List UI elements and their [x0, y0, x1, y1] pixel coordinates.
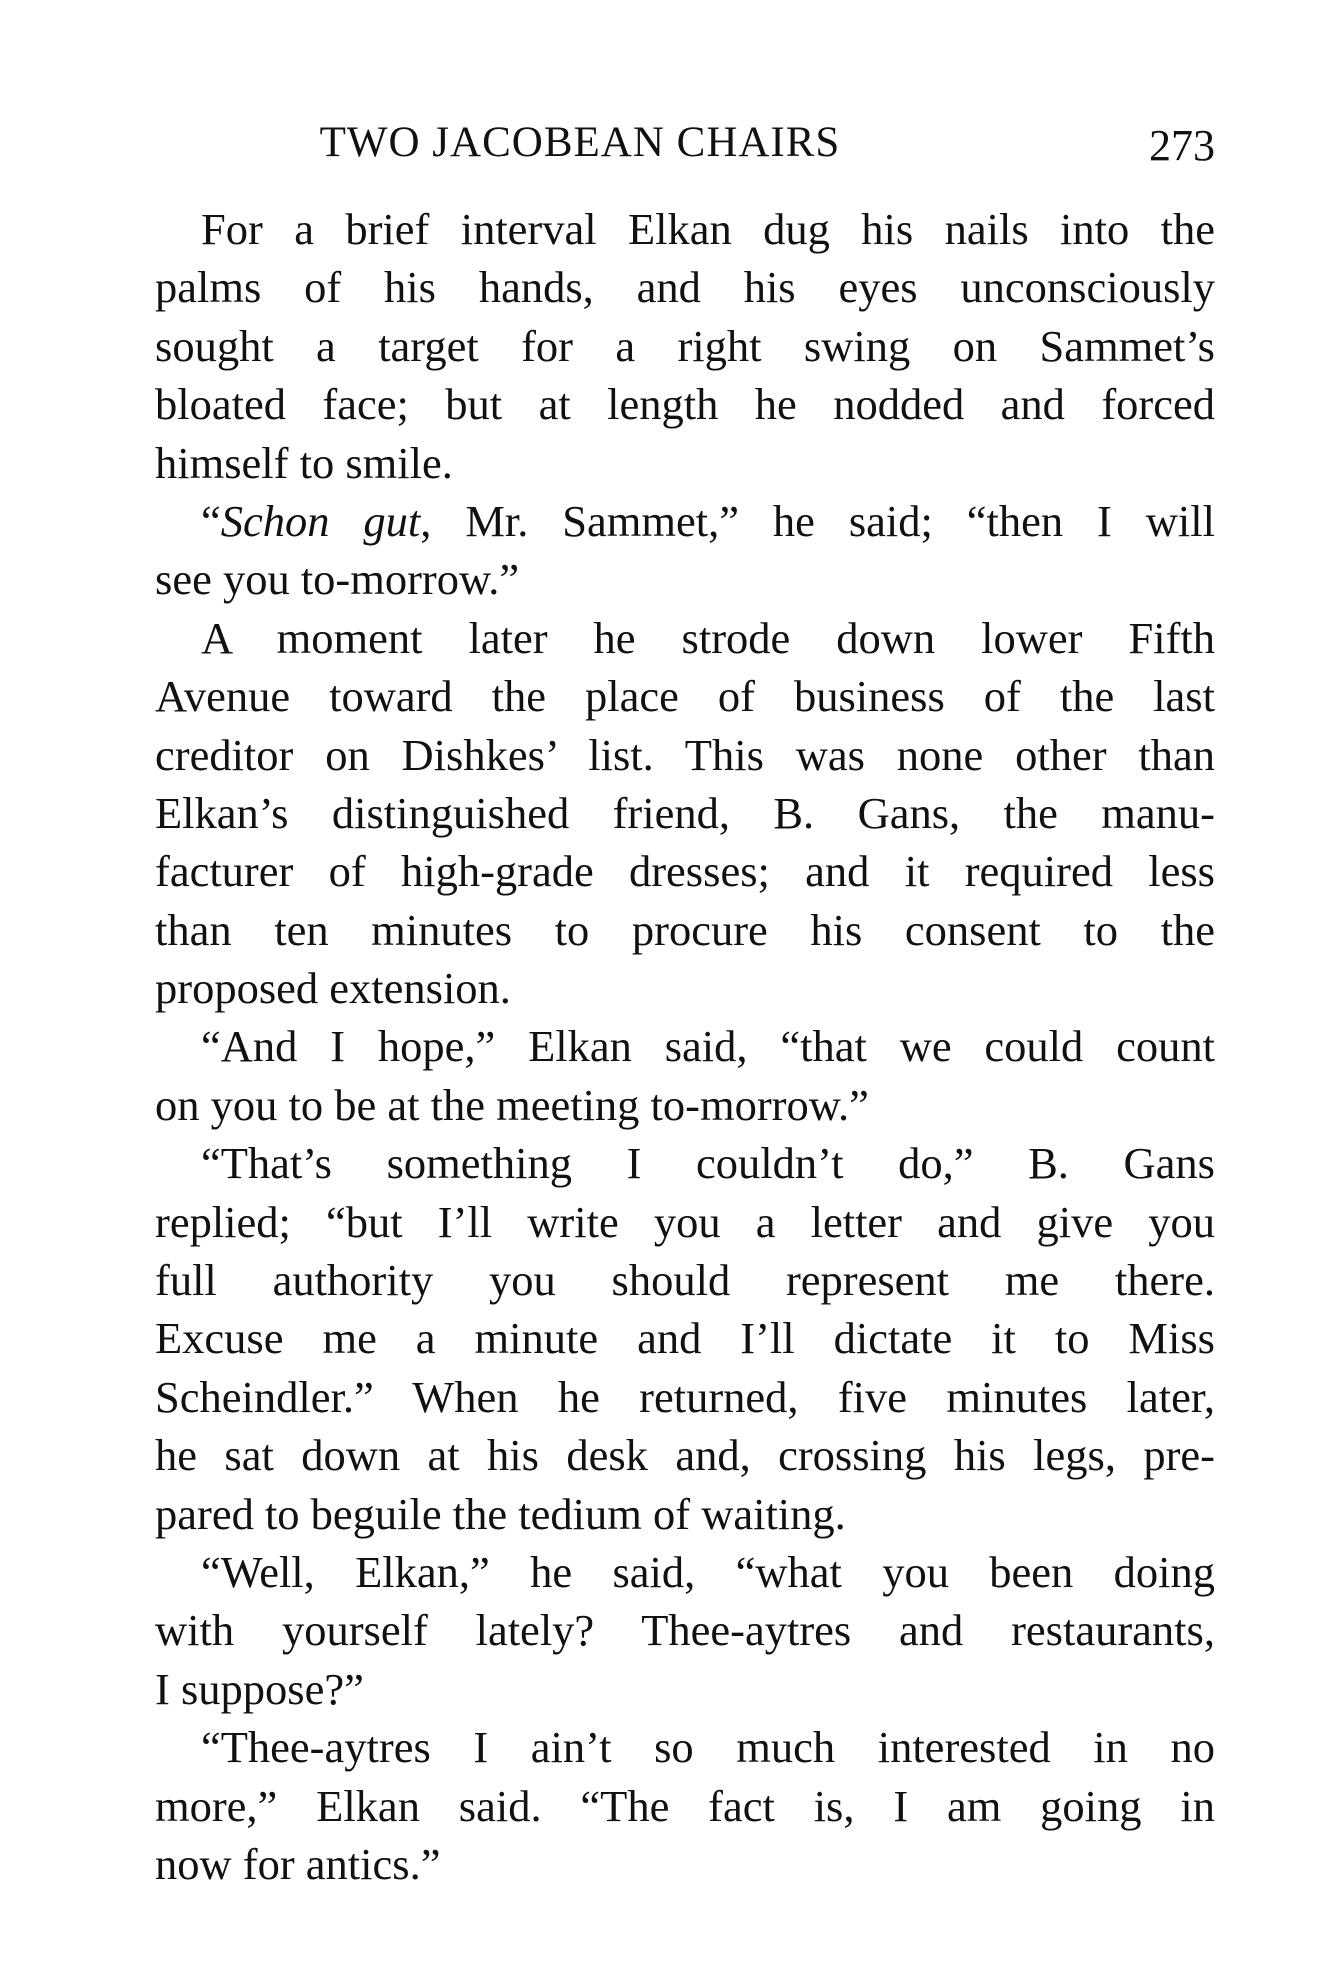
text-line: Elkan’s distinguished friend, B. Gans, the manu- [155, 787, 1215, 838]
text-line: Excuse me a minute and I’ll dictate it to Miss [155, 1313, 1215, 1364]
text-line: “That’s something I couldn’t do,” B. Gans [201, 1138, 1215, 1189]
text-line: “And I hope,” Elkan said, “that we could count [201, 1021, 1215, 1072]
text-line: “Schon gut, Mr. Sammet,” he said; “then I will [201, 495, 1215, 546]
text-line: now for antics.” [155, 1838, 441, 1889]
text-line: on you to be at the meeting to-morrow.” [155, 1079, 869, 1130]
text-line: sought a target for a right swing on Sammet’s [155, 320, 1215, 371]
text-line: full authority you should represent me there. [155, 1255, 1215, 1306]
text-line: more,” Elkan said. “The fact is, I am going in [155, 1780, 1215, 1831]
text-line: A moment later he strode down lower Fifth [201, 612, 1215, 663]
text-line: proposed extension. [155, 963, 511, 1014]
text-line: “Thee-aytres I ain’t so much interested in no [201, 1722, 1215, 1773]
body-text [155, 200, 1215, 1893]
text-line: with yourself lately? Thee-aytres and restaurants, [155, 1605, 1215, 1656]
italic-phrase: Schon gut [220, 495, 421, 546]
text-line: replied; “but I’ll write you a letter and give you [155, 1196, 1215, 1247]
text-line: “Well, Elkan,” he said, “what you been doing [201, 1546, 1215, 1597]
text-line: than ten minutes to procure his consent to the [155, 904, 1215, 955]
text-line: facturer of high-grade dresses; and it required less [155, 846, 1215, 897]
text-line: For a brief interval Elkan dug his nails into the [201, 204, 1215, 254]
text-line: he sat down at his desk and, crossing his legs, pre- [155, 1430, 1215, 1481]
text-line: himself to smile. [155, 437, 453, 488]
text-line: palms of his hands, and his eyes unconsciously [155, 262, 1215, 313]
text-line: creditor on Dishkes’ list. This was none other than [155, 729, 1215, 780]
text-line: Scheindler.” When he returned, five minutes later, [155, 1371, 1215, 1422]
text-line: Avenue toward the place of business of the last [155, 671, 1215, 722]
text-line: I suppose?” [155, 1663, 364, 1714]
text-line: pared to beguile the tedium of waiting. [155, 1488, 846, 1539]
page-header [155, 118, 1215, 178]
running-head: TWO JACOBEAN CHAIRS [319, 119, 841, 166]
text-line: bloated face; but at length he nodded and forced [155, 379, 1215, 430]
page-number: 273 [1149, 121, 1215, 170]
text-line: see you to-morrow.” [155, 554, 520, 605]
